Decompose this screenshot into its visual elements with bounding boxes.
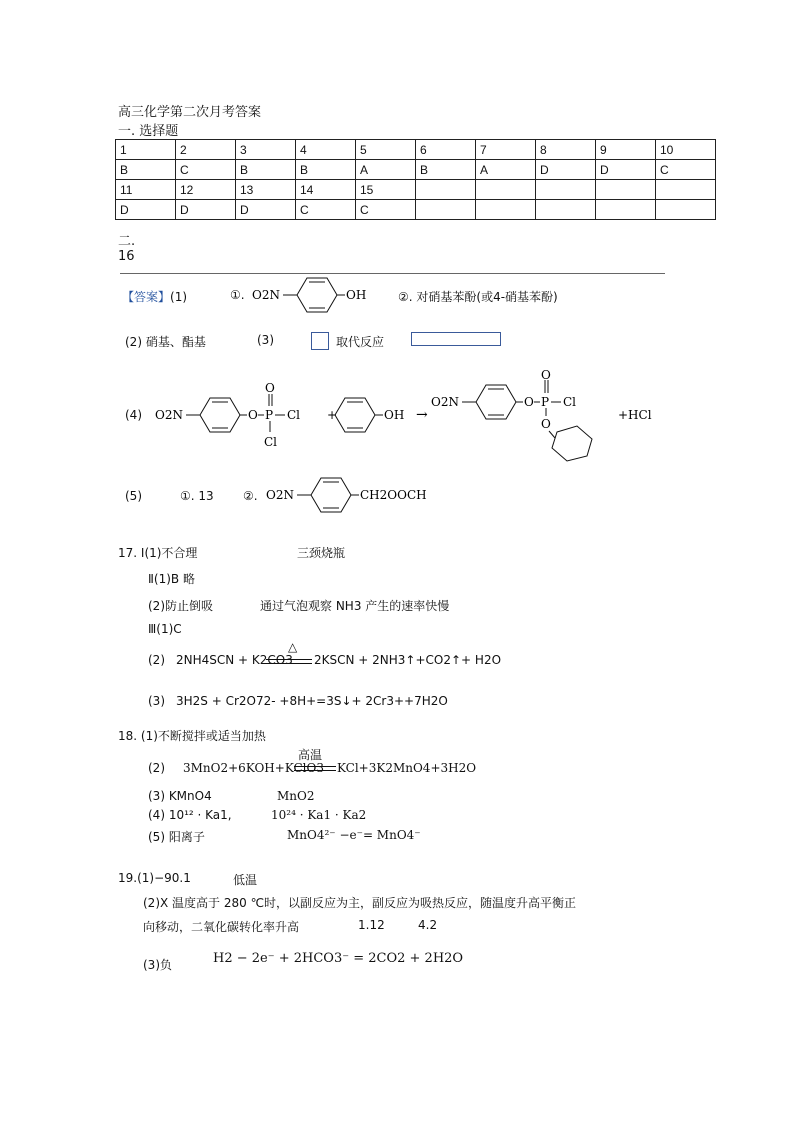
table-cell [416,180,476,200]
section-heading-choice: 一. 选择题 [118,124,179,139]
table-cell: 1 [116,140,176,160]
q18-3a: (3) KMnO4 [148,789,212,803]
q16-part1-b: ②. 对硝基苯酚(或4-硝基苯酚) [398,290,558,304]
plus-sign: + [327,408,338,422]
structure-4-nitrophenol [252,275,367,315]
table-cell: A [356,160,416,180]
table-cell: C [356,200,416,220]
answer-tag-label: 【答案】 [122,290,171,304]
q17-iii-2-left: 2NH4SCN + K2CO3 [176,653,293,667]
table-row [116,200,716,220]
q17-ii-2b: 通过气泡观察 NH3 产生的速率快慢 [260,599,450,613]
reaction-scheme [155,370,675,465]
table-cell [596,180,656,200]
q18-condition-high-temp: 高温 [298,748,323,762]
page-title: 高三化学第二次月考答案 [118,105,262,120]
q18-5a: (5) 阳离子 [148,830,205,844]
table-cell: B [236,160,296,180]
q17-iii-2-label: (2) [148,653,165,667]
q16-part2: (2) 硝基、酯基 [125,335,206,349]
table-row [116,160,716,180]
table-cell: 7 [476,140,536,160]
question-16-number: 16 [118,249,135,264]
q17-i-1b: 三颈烧瓶 [297,546,346,560]
group-no2: O2N [252,288,280,302]
q18-4a: (4) 10¹² · Ka1, [148,808,232,822]
q16-part5-a: ①. 13 [180,489,214,503]
p-cl: Cl [563,395,577,409]
table-cell: B [116,160,176,180]
blank-box-small [311,332,329,350]
table-cell: 11 [116,180,176,200]
s5-ch2ooch: CH2OOCH [360,488,427,502]
q17-ii-1: Ⅱ(1)B 略 [148,572,195,586]
blank-box-wide [411,332,501,346]
table-cell [536,200,596,220]
q19-4a: (3)负 [143,958,172,972]
r1-o: O [248,408,258,422]
q19-3a: 向移动，二氧化碳转化率升高 [143,920,300,934]
byproduct-hcl: +HCl [618,408,652,422]
table-cell [656,200,716,220]
table-cell [596,200,656,220]
q19-4b: H2 − 2e⁻ + 2HCO3⁻ = 2CO2 + 2H2O [213,951,464,966]
p-o-double: O [541,370,551,382]
table-cell: 14 [296,180,356,200]
q18-2-left: 3MnO2+6KOH+KClO3 [183,761,324,775]
table-cell: 6 [416,140,476,160]
table-cell: D [536,160,596,180]
p-o: O [524,395,534,409]
table-cell: D [236,200,296,220]
p-o-ester: O [541,417,551,431]
q16-part1-label: (1) [170,290,188,304]
table-cell [476,200,536,220]
table-cell: D [176,200,236,220]
q17-iii-3-label: (3) [148,694,165,708]
answer-tag [122,288,187,305]
table-cell: 5 [356,140,416,160]
s5-no2: O2N [266,488,294,502]
equals-double-line [266,659,312,664]
phenol-oh: OH [384,408,405,422]
table-cell: C [176,160,236,180]
answer-table [115,139,716,220]
q17-i-1: 17. Ⅰ(1)不合理 [118,546,198,560]
q17-ii-2a: (2)防止倒吸 [148,599,213,613]
q19-1a: 19.(1)−90.1 [118,871,191,885]
table-row [116,180,716,200]
equals-double-line-18 [294,766,336,771]
divider-line [120,273,665,274]
table-cell: 4 [296,140,356,160]
r1-no2: O2N [155,408,183,422]
section-heading-2: 二. [118,234,136,249]
q18-5b: MnO4²⁻ −e⁻= MnO4⁻ [287,828,421,842]
table-cell [536,180,596,200]
structure-nitrobenzyl-formate [266,475,456,515]
table-cell: 15 [356,180,416,200]
table-row [116,140,716,160]
table-cell: 3 [236,140,296,160]
q18-4b: 10²⁴ · Ka1 · Ka2 [271,808,367,822]
q16-part4-label: (4) [125,408,142,422]
q19-3c: 4.2 [418,918,438,932]
r1-p: P [265,408,274,422]
table-cell [416,200,476,220]
q18-3b: MnO2 [277,789,315,803]
reaction-arrow: → [416,407,428,423]
r1-o-double: O [265,381,275,395]
q16-part5-b-label: ②. [243,489,258,503]
q18-2-label: (2) [148,761,165,775]
q19-2: (2)X 温度高于 280 ℃时，以副反应为主，副反应为吸热反应，随温度升高平衡正 [143,896,577,910]
table-cell: 12 [176,180,236,200]
q17-heat-symbol: △ [288,640,298,654]
r1-cl-1: Cl [287,408,301,422]
table-cell: C [656,160,716,180]
q19-1b: 低温 [233,873,258,887]
q16-part5-label: (5) [125,489,142,503]
q16-part1-a-label: ①. [230,288,245,302]
table-cell: D [116,200,176,220]
q19-3b: 1.12 [358,918,385,932]
table-cell: 9 [596,140,656,160]
q16-part3-label: (3) [257,333,274,347]
table-cell: A [476,160,536,180]
table-cell: D [596,160,656,180]
table-cell: C [296,200,356,220]
p-no2: O2N [431,395,459,409]
table-cell [476,180,536,200]
q18-1: 18. (1)不断搅拌或适当加热 [118,729,266,743]
q18-2-right: KCl+3K2MnO4+3H2O [337,761,477,775]
table-cell: 2 [176,140,236,160]
q17-iii-3-eq: 3H2S + Cr2O72- +8H+=3S↓+ 2Cr3++7H2O [176,694,448,708]
r1-cl-2: Cl [264,435,278,449]
q17-iii-1: Ⅲ(1)C [148,622,182,636]
q16-part3-text: 取代反应 [336,335,385,349]
group-oh: OH [346,288,367,302]
table-cell: 8 [536,140,596,160]
table-cell: B [296,160,356,180]
table-cell: B [416,160,476,180]
table-cell: 13 [236,180,296,200]
table-cell [656,180,716,200]
q17-iii-2-right: 2KSCN + 2NH3↑+CO2↑+ H2O [314,653,502,667]
table-cell: 10 [656,140,716,160]
p-p: P [541,395,550,409]
